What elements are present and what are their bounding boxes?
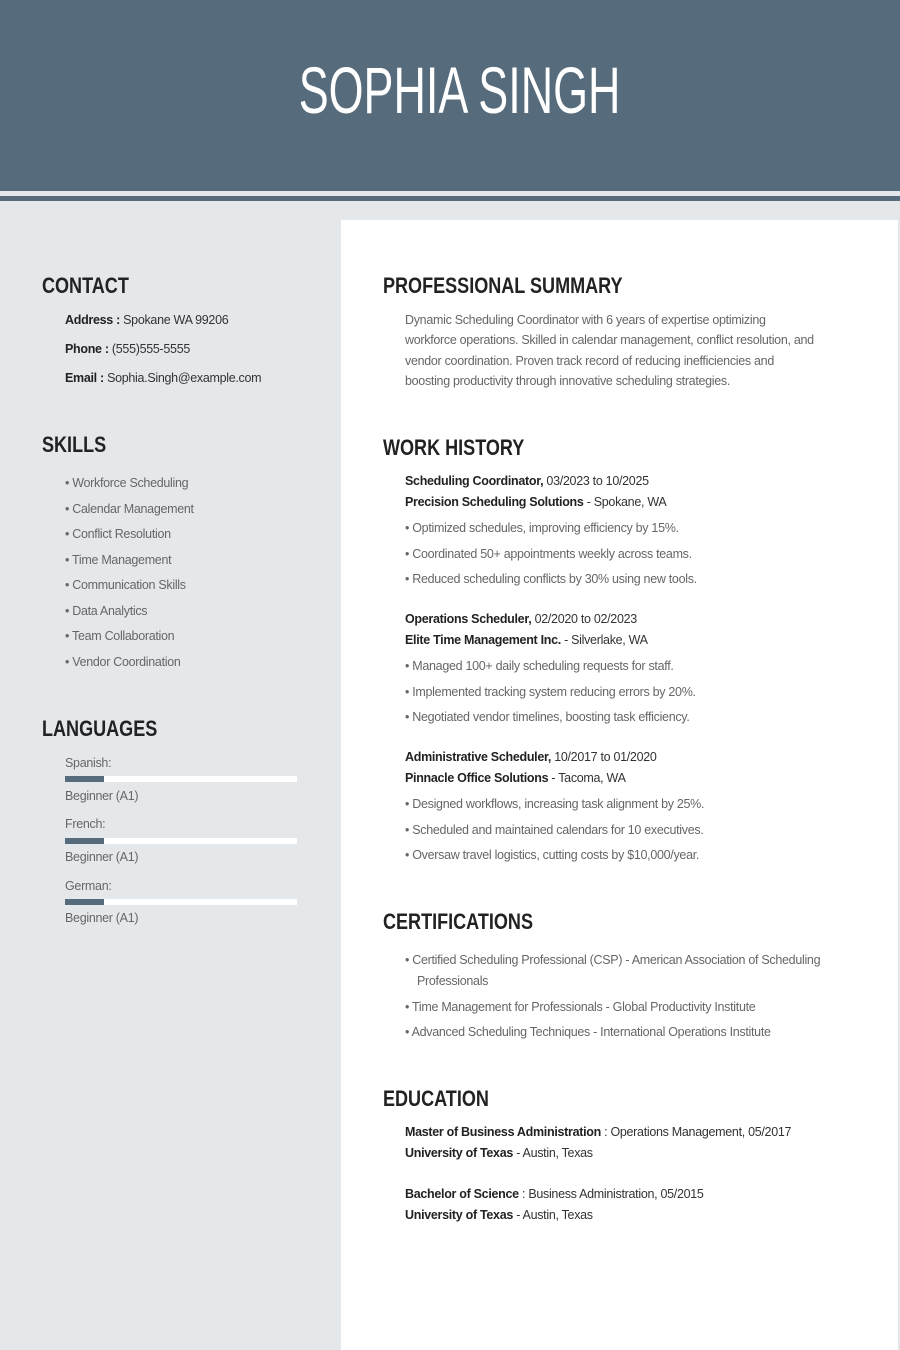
- skill-item: • Data Analytics: [65, 603, 147, 619]
- language-name: French:: [65, 817, 106, 831]
- job-company-line: Elite Time Management Inc. - Silverlake, WA: [405, 633, 648, 647]
- education-degree: Master of Business Administration : Operations Management, 05/2017: [405, 1125, 792, 1139]
- summary-line: Dynamic Scheduling Coordinator with 6 years of expertise optimizing: [405, 313, 766, 327]
- certifications-heading: CERTIFICATIONS: [383, 909, 533, 934]
- header-divider: [0, 196, 900, 201]
- contact-address: Address : Spokane WA 99206: [65, 313, 229, 327]
- education-degree: Bachelor of Science : Business Administration, 05/2015: [405, 1187, 704, 1201]
- skill-item: • Communication Skills: [65, 577, 186, 593]
- cert-item: • Certified Scheduling Professional (CSP) - American Association of Scheduling: [405, 952, 820, 968]
- language-name: Spanish:: [65, 756, 112, 770]
- language-level-fill: [65, 838, 104, 844]
- job-bullet: • Scheduled and maintained calendars for 10 executives.: [405, 822, 704, 838]
- contact-phone: Phone : (555)555-5555: [65, 342, 191, 356]
- job-bullet: • Negotiated vendor timelines, boosting task efficiency.: [405, 709, 690, 725]
- language-level-bar: [65, 838, 297, 844]
- skill-item: • Calendar Management: [65, 501, 194, 517]
- summary-line: boosting productivity through innovative scheduling strategies.: [405, 374, 731, 388]
- cert-item-continued: Professionals: [417, 974, 489, 988]
- job-bullet: • Oversaw travel logistics, cutting costs by $10,000/year.: [405, 847, 699, 863]
- job-title-line: Administrative Scheduler, 10/2017 to 01/2020: [405, 750, 657, 764]
- contact-heading: CONTACT: [42, 273, 129, 298]
- education-school: University of Texas - Austin, Texas: [405, 1208, 593, 1222]
- job-bullet: • Designed workflows, increasing task alignment by 25%.: [405, 796, 704, 812]
- language-level-bar: [65, 899, 297, 905]
- job-title-line: Operations Scheduler, 02/2020 to 02/2023: [405, 612, 637, 626]
- contact-email: Email : Sophia.Singh@example.com: [65, 371, 262, 385]
- work-history-heading: WORK HISTORY: [383, 435, 525, 460]
- cert-item: • Time Management for Professionals - Global Productivity Institute: [405, 999, 755, 1015]
- language-name: German:: [65, 879, 112, 893]
- skill-item: • Vendor Coordination: [65, 654, 181, 670]
- summary-line: workforce operations. Skilled in calendar management, conflict resolution, and: [405, 333, 814, 347]
- skills-heading: SKILLS: [42, 432, 107, 457]
- cert-item: • Advanced Scheduling Techniques - International Operations Institute: [405, 1024, 771, 1040]
- job-bullet: • Coordinated 50+ appointments weekly across teams.: [405, 546, 692, 562]
- languages-heading: LANGUAGES: [42, 716, 158, 741]
- language-level-bar: [65, 776, 297, 782]
- job-title-line: Scheduling Coordinator, 03/2023 to 10/2025: [405, 474, 649, 488]
- summary-heading: PROFESSIONAL SUMMARY: [383, 273, 623, 298]
- skill-item: • Team Collaboration: [65, 628, 174, 644]
- candidate-name: SOPHIA SINGH: [299, 53, 621, 127]
- education-school: University of Texas - Austin, Texas: [405, 1146, 593, 1160]
- language-level-fill: [65, 776, 104, 782]
- job-bullet: • Managed 100+ daily scheduling requests for staff.: [405, 658, 674, 674]
- language-level: Beginner (A1): [65, 789, 139, 803]
- job-bullet: • Implemented tracking system reducing errors by 20%.: [405, 684, 696, 700]
- language-level-fill: [65, 899, 104, 905]
- job-bullet: • Reduced scheduling conflicts by 30% using new tools.: [405, 571, 697, 587]
- job-company-line: Precision Scheduling Solutions - Spokane, WA: [405, 495, 667, 509]
- job-bullet: • Optimized schedules, improving efficiency by 15%.: [405, 520, 679, 536]
- summary-line: vendor coordination. Proven track record of reducing inefficiencies and: [405, 354, 774, 368]
- skill-item: • Conflict Resolution: [65, 526, 171, 542]
- job-company-line: Pinnacle Office Solutions - Tacoma, WA: [405, 771, 626, 785]
- education-heading: EDUCATION: [383, 1086, 489, 1111]
- language-level: Beginner (A1): [65, 911, 139, 925]
- language-level: Beginner (A1): [65, 850, 139, 864]
- skill-item: • Time Management: [65, 552, 171, 568]
- skill-item: • Workforce Scheduling: [65, 475, 188, 491]
